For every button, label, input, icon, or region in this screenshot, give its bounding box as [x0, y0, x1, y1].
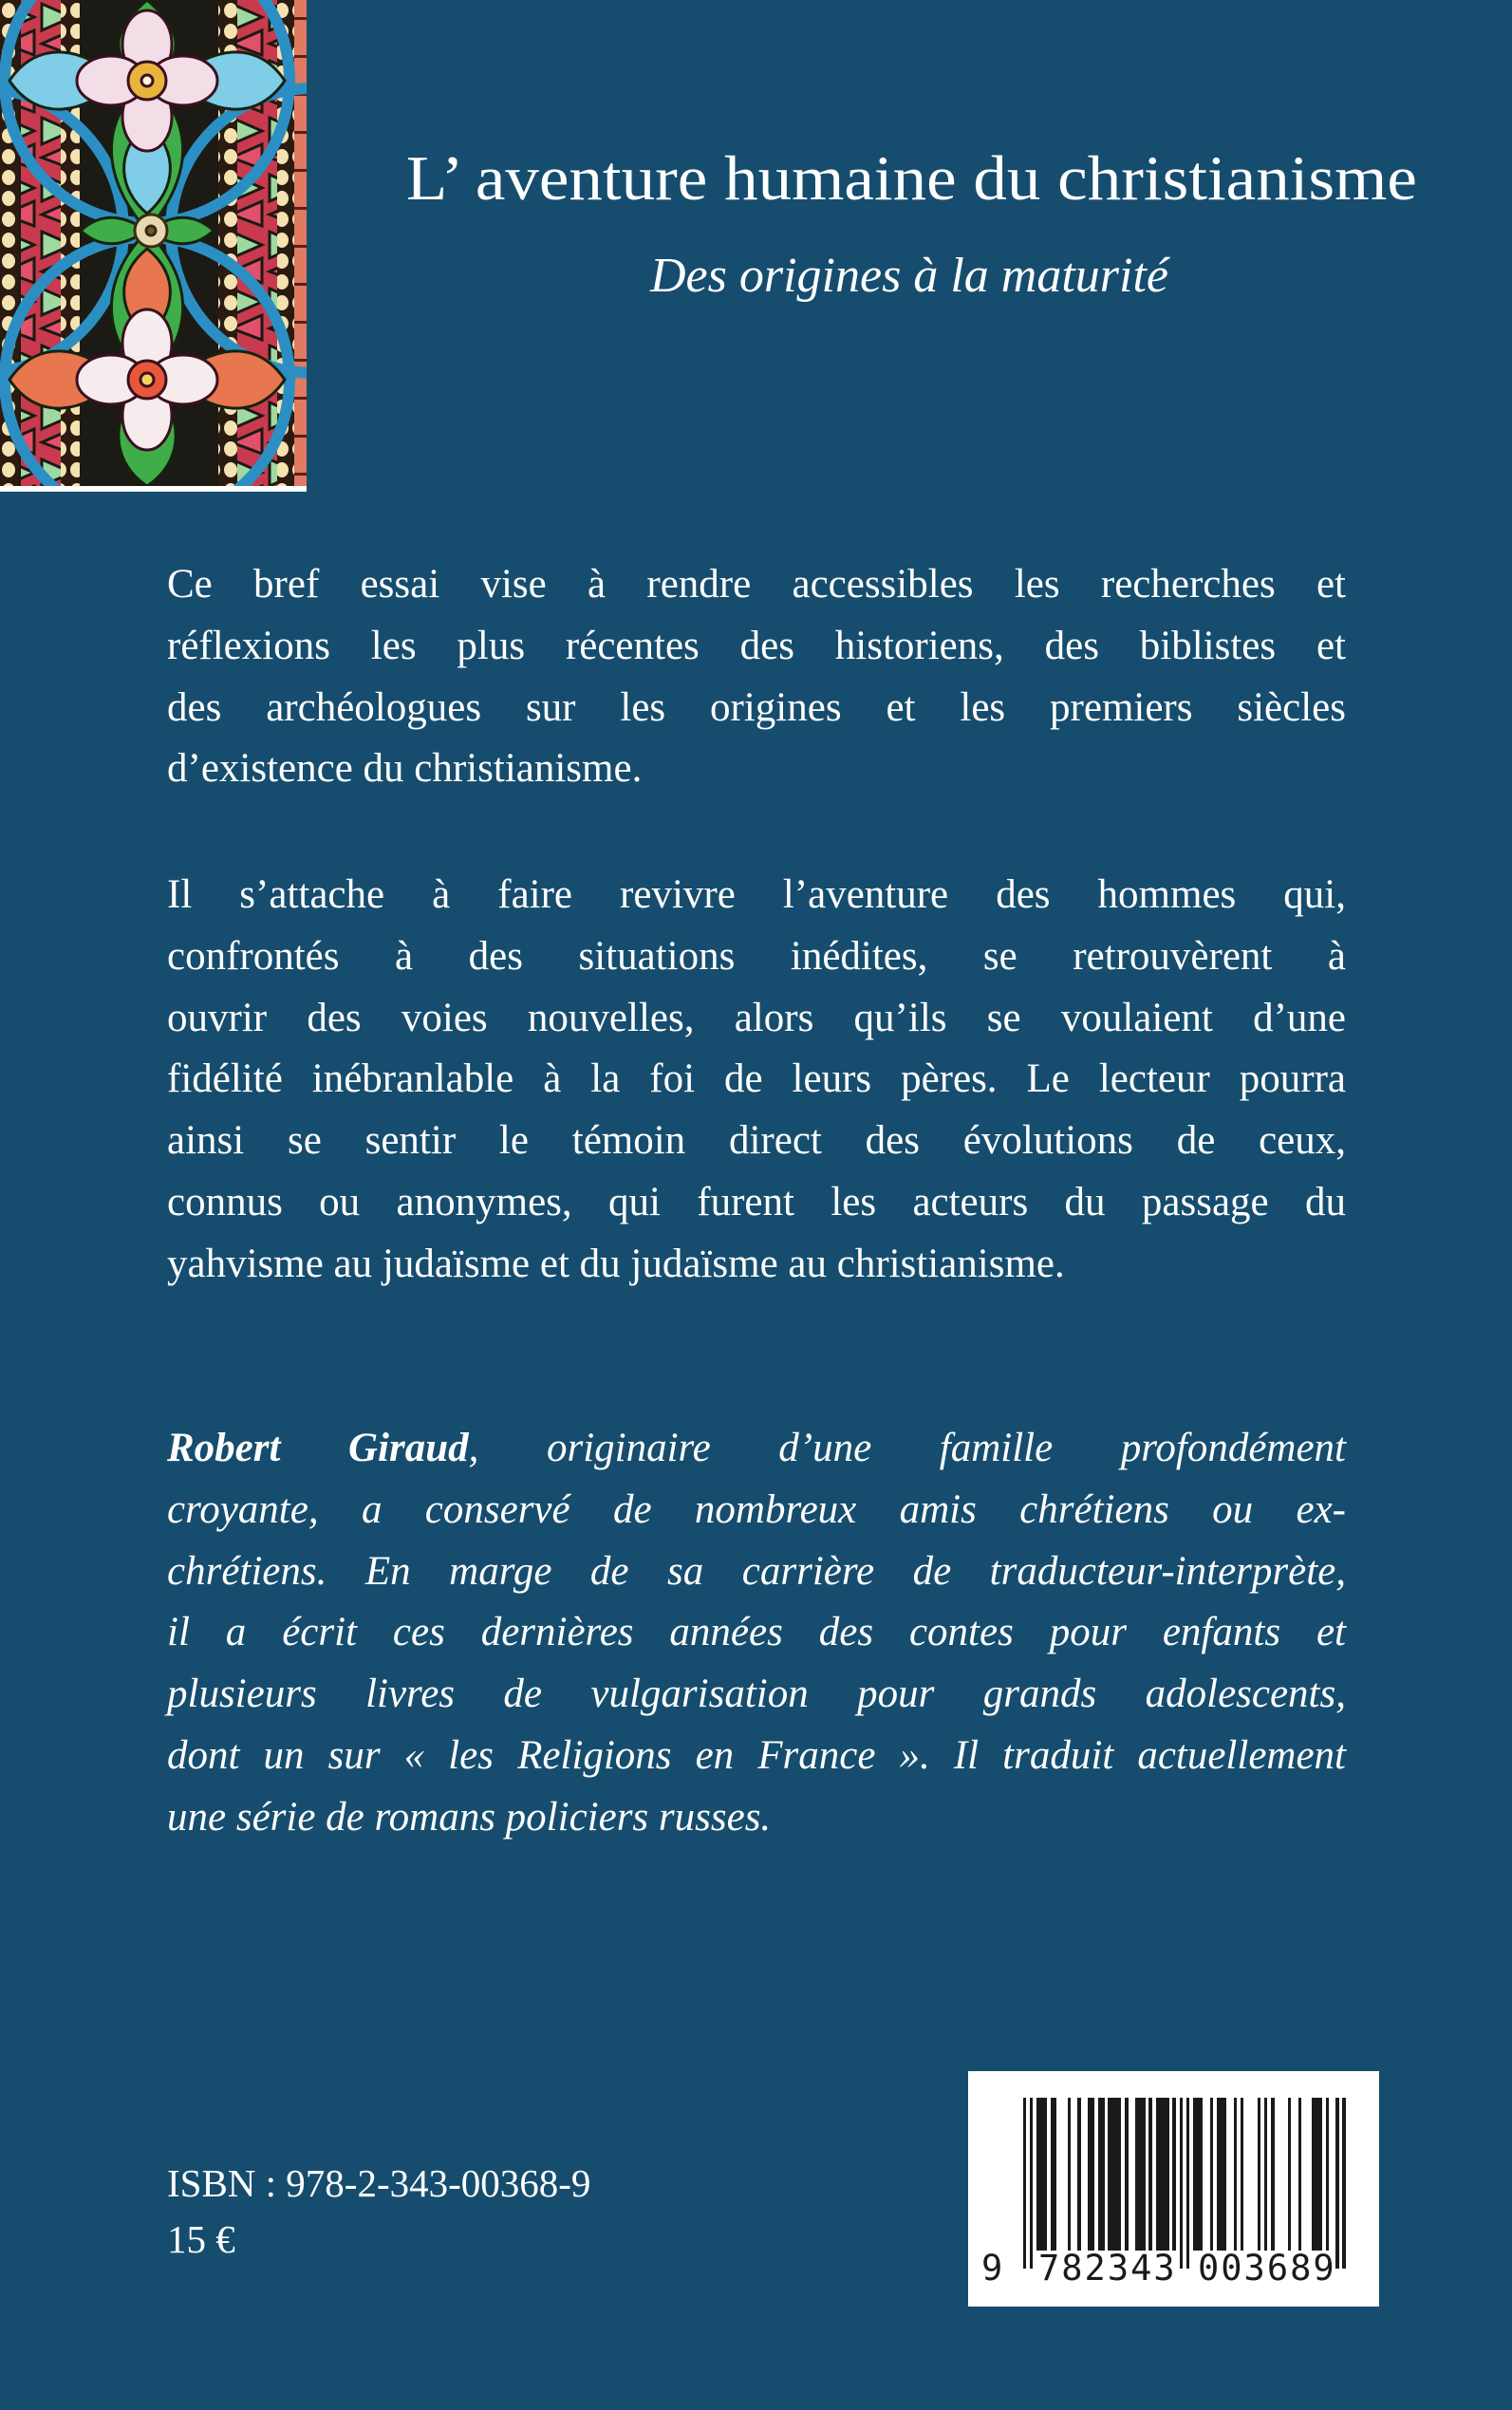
barcode-bar	[1148, 2098, 1151, 2251]
barcode-bar	[1312, 2098, 1321, 2251]
text-line: dont un sur « les Religions en France ». Il traduit actuellement	[167, 1732, 1346, 1778]
text-line: il a écrit ces dernières années des contes pour enfants et	[167, 1610, 1346, 1655]
author-name: Robert Giraud	[167, 1426, 469, 1470]
text-line: plusieurs livres de vulgarisation pour grands adolescents,	[167, 1672, 1346, 1717]
barcode-bar	[1172, 2098, 1175, 2251]
barcode-bar	[1326, 2098, 1329, 2251]
barcode-bar	[1036, 2098, 1046, 2251]
text-line: d’existence du christianisme.	[167, 746, 643, 792]
text-line: croyante, a conservé de nombreux amis chrétiens ou ex-	[167, 1486, 1346, 1532]
barcode-first-digit: 9	[981, 2248, 1003, 2289]
image-border	[0, 486, 307, 492]
text-line: une série de romans policiers russes.	[167, 1794, 772, 1840]
barcode-bar	[1108, 2098, 1121, 2251]
text-line: des archéologues sur les origines et les premiers siècles	[167, 684, 1346, 730]
barcode-left-digits: 782343	[1038, 2248, 1177, 2289]
text-line: ainsi se sentir le témoin direct des évolutions de ceux,	[167, 1118, 1346, 1164]
text-line: Ce bref essai vise à rendre accessibles les recherches et	[167, 562, 1346, 607]
text-line: yahvisme au judaïsme et du judaïsme au christianisme.	[167, 1241, 1065, 1286]
barcode-bar	[1241, 2098, 1243, 2251]
barcode-bar	[1258, 2098, 1260, 2251]
barcode-bar	[1234, 2098, 1237, 2251]
barcode-bar	[1298, 2098, 1301, 2251]
book-title	[307, 140, 1512, 216]
barcode-bar	[1088, 2098, 1094, 2251]
barcode-bar	[1030, 2098, 1033, 2269]
barcode-bar	[1217, 2098, 1226, 2251]
text-line: réflexions les plus récentes des historiens, des biblistes et	[167, 623, 1346, 668]
barcode-bar	[1193, 2098, 1203, 2251]
price-label: 15 €	[167, 2217, 235, 2261]
barcode-bar	[1288, 2098, 1291, 2251]
barcode-bar	[1186, 2098, 1189, 2269]
barcode-bar	[1077, 2098, 1080, 2251]
barcode-bar	[1135, 2098, 1145, 2251]
text-line: connus ou anonymes, qui furent les acteurs du passage du	[167, 1179, 1346, 1224]
book-title-text: L’ aventure humaine du christianisme	[405, 143, 1417, 214]
text-line	[167, 1418, 1346, 1480]
barcode-bar	[1335, 2098, 1338, 2269]
barcode-bar	[1098, 2098, 1105, 2251]
isbn-label: ISBN : 978-2-343-00368-9	[167, 2161, 591, 2205]
barcode	[968, 2071, 1379, 2307]
stained-glass-illustration-icon	[0, 0, 307, 486]
text-line: ouvrir des voies nouvelles, alors qu’ils se voulaient d’une	[167, 995, 1346, 1040]
bio-first-line: , originaire d’une famille profondément	[468, 1426, 1346, 1470]
barcode-bar	[1264, 2098, 1267, 2251]
summary-paragraph-1	[167, 554, 1346, 800]
barcode-bar	[1023, 2098, 1026, 2269]
barcode-bar	[1125, 2098, 1128, 2251]
text-line: chrétiens. En marge de sa carrière de traducteur-interprète,	[167, 1548, 1346, 1594]
barcode-right-digits: 003689	[1198, 2248, 1336, 2289]
barcode-bar	[1051, 2098, 1057, 2251]
barcode-bar	[1068, 2098, 1071, 2251]
book-subtitle: Des origines à la maturité	[650, 249, 1168, 303]
barcode-bar	[1210, 2098, 1213, 2251]
text-line: Il s’attache à faire revivre l’aventure des hommes qui,	[167, 872, 1346, 917]
summary-paragraph-2	[167, 865, 1346, 1296]
text-line: fidélité inébranlable à la foi de leurs pères. Le lecteur pourra	[167, 1056, 1346, 1102]
text-line: confrontés à des situations inédites, se retrouvèrent à	[167, 933, 1346, 979]
author-bio	[167, 1418, 1346, 1849]
barcode-bar	[1342, 2098, 1345, 2269]
barcode-bar	[1271, 2098, 1274, 2251]
barcode-bars	[1023, 2098, 1346, 2270]
barcode-bar	[1156, 2098, 1169, 2251]
stained-glass-image	[0, 0, 307, 486]
barcode-bar	[1180, 2098, 1183, 2269]
